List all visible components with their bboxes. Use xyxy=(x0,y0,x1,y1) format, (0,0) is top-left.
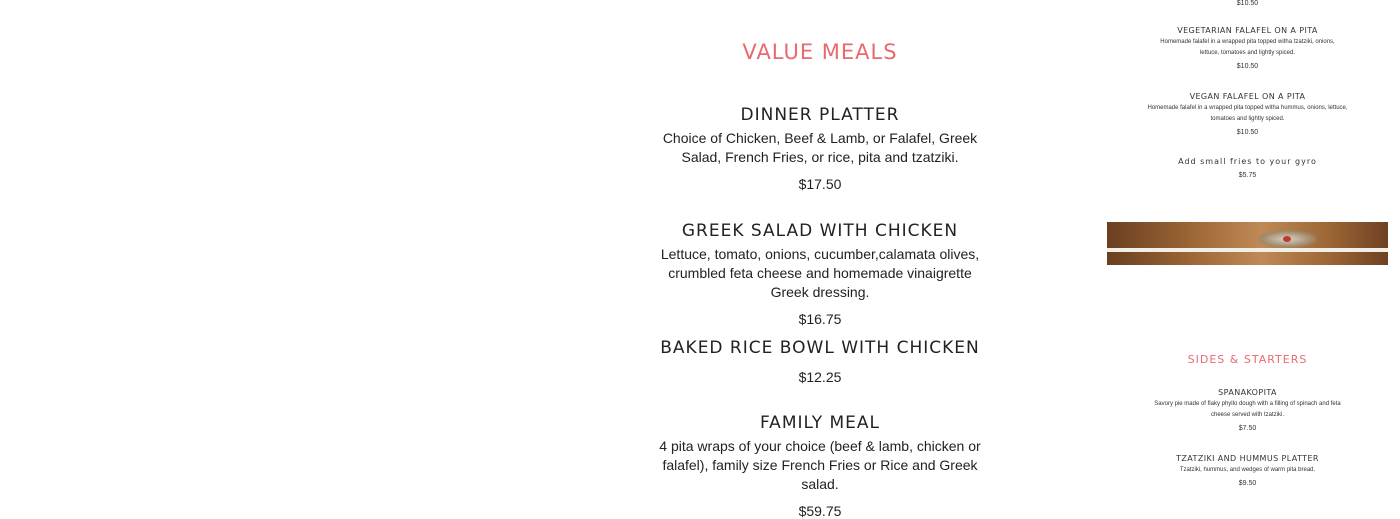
gyro-addon-fries xyxy=(1147,157,1348,179)
item-name: DINNER PLATTER xyxy=(740,105,900,125)
sides-starters-title: SIDES & STARTERS xyxy=(1187,353,1308,366)
menu-item-vegan-falafel xyxy=(1147,92,1348,136)
item-name: GREEK SALAD WITH CHICKEN xyxy=(681,221,959,241)
menu-item-spanakopita xyxy=(1151,388,1344,432)
item-price: $17.50 xyxy=(798,176,842,192)
item-description: Homemade falafel in a wrapped pita topped witha hummus, onions, lettuce, tomatoes and lightly spiced. xyxy=(1147,105,1348,122)
item-price: $16.75 xyxy=(798,311,842,327)
item-price: $59.75 xyxy=(798,503,842,519)
item-name: VEGAN FALAFEL ON A PITA xyxy=(1189,92,1306,101)
item-price: $10.50 xyxy=(1236,129,1259,136)
item-name: VEGETARIAN FALAFEL ON A PITA xyxy=(1177,26,1318,35)
item-name: SPANAKOPITA xyxy=(1218,388,1277,397)
addon-price: $5.75 xyxy=(1238,172,1257,179)
menu-item-tzatziki-hummus-platter xyxy=(1151,454,1344,487)
item-price: $7.50 xyxy=(1238,425,1257,432)
gyro-top-price xyxy=(1147,0,1348,7)
item-price: $12.25 xyxy=(798,369,842,385)
value-meals-title: VALUE MEALS xyxy=(742,40,898,64)
menu-item-family-meal xyxy=(650,411,990,519)
item-name: FAMILY MEAL xyxy=(759,413,881,433)
menu-item-baked-rice-bowl xyxy=(650,336,990,385)
photo-divider xyxy=(1107,248,1388,252)
item-description: Savory pie made of flaky phyllo dough with a filling of spinach and feta cheese served with tzatziki. xyxy=(1154,401,1341,418)
item-description: Lettuce, tomato, onions, cucumber,calamata olives, crumbled feta cheese and homemade vinaigrette Greek dressing. xyxy=(660,246,980,300)
item-price: $10.50 xyxy=(1236,63,1259,70)
item-description: Tzatziki, hummus, and wedges of warm pita bread. xyxy=(1179,467,1316,473)
item-description: Choice of Chicken, Beef & Lamb, or Falafel, Greek Salad, French Fries, or rice, pita and tzatziki. xyxy=(662,130,978,165)
food-photo xyxy=(1107,222,1388,265)
menu-item-dinner-platter xyxy=(650,103,990,192)
tomato-image xyxy=(1283,236,1291,242)
item-price: $9.50 xyxy=(1238,480,1257,487)
value-meals-section xyxy=(650,0,990,519)
menu-item-vegetarian-falafel xyxy=(1151,26,1344,70)
item-price: $10.50 xyxy=(1236,0,1259,7)
item-name: BAKED RICE BOWL WITH CHICKEN xyxy=(660,338,980,358)
addon-text: Add small fries to your gyro xyxy=(1178,157,1317,166)
item-description: Homemade falafel in a wrapped pita topped witha tzatziki, onions, lettuce, tomatoes and lightly spiced. xyxy=(1160,39,1335,56)
menu-item-greek-salad xyxy=(650,219,990,327)
item-description: 4 pita wraps of your choice (beef & lamb, chicken or falafel), family size French Fries or Rice and Greek salad. xyxy=(659,438,981,492)
item-name: TZATZIKI AND HUMMUS PLATTER xyxy=(1176,454,1319,463)
side-column xyxy=(1107,0,1388,500)
